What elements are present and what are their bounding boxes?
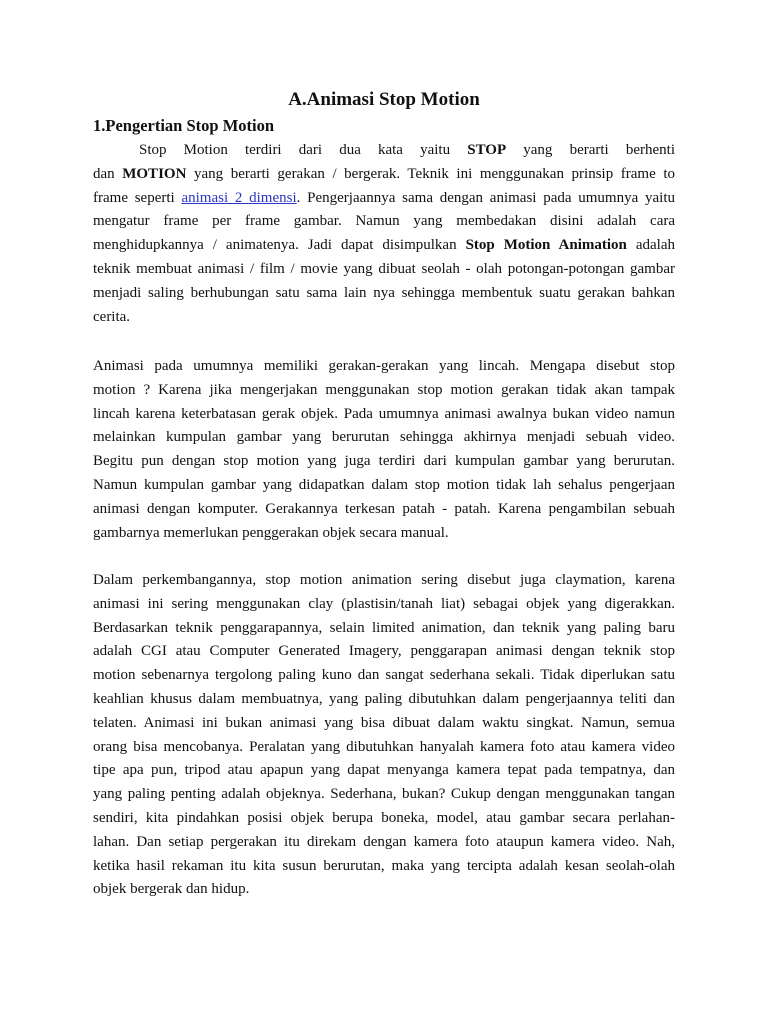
bold-term-stop-motion-animation: Stop Motion Animation bbox=[465, 237, 627, 254]
link-animasi-2-dimensi[interactable]: animasi 2 dimensi bbox=[181, 189, 297, 206]
paragraph-line: adalah CGI atau Computer Generated Imagery, penggarapan animasi dengan teknik stop bbox=[93, 643, 675, 660]
paragraph-line: lahan. Dan setiap pergerakan itu direkam dengan kamera foto ataupun kamera video. Nah, bbox=[93, 833, 675, 850]
paragraph-line: telaten. Animasi ini bukan animasi yang bisa dibuat dalam waktu singkat. Namun, semua bbox=[93, 714, 675, 731]
text-segment: frame seperti bbox=[93, 189, 182, 206]
paragraph-line: gambarnya memerlukan penggerakan objek secara manual. bbox=[93, 524, 449, 541]
text-segment: menghidupkannya / animatenya. Jadi dapat disimpulkan bbox=[93, 237, 466, 254]
paragraph-pengertian bbox=[93, 139, 675, 329]
paragraph-line: ketika hasil rekaman itu kita susun berurutan, maka yang tercipta adalah kesan seolah-olah bbox=[93, 857, 675, 874]
paragraph-line: keahlian khusus dalam membuatnya, yang paling dibutuhkan dalam pengerjaannya teliti dan bbox=[93, 690, 675, 707]
paragraph-animasi bbox=[93, 355, 675, 545]
paragraph-line: Namun kumpulan gambar yang didapatkan dalam stop motion tidak lah sehalus pengerjaan bbox=[93, 476, 675, 493]
paragraph-line: Dalam perkembangannya, stop motion animation sering disebut juga claymation, karena bbox=[93, 572, 675, 588]
paragraph-line: mengatur frame per frame gambar. Namun yang membedakan disini adalah cara bbox=[93, 213, 675, 230]
paragraph-line: animasi ini sering menggunakan clay (plastisin/tanah liat) sebagai objek yang digerakkan. bbox=[93, 595, 675, 612]
page-title: A.Animasi Stop Motion bbox=[288, 89, 480, 110]
paragraph-line: objek bergerak dan hidup. bbox=[93, 881, 250, 898]
paragraph-line: cerita. bbox=[93, 308, 131, 325]
section-heading: 1.Pengertian Stop Motion bbox=[93, 116, 275, 135]
bold-term-stop: STOP bbox=[467, 142, 507, 158]
paragraph-line: orang bisa mencobanya. Peralatan yang dibutuhkan hanyalah kamera foto atau kamera video bbox=[93, 738, 675, 755]
paragraph-line: Berdasarkan teknik penggarapannya, selain limited animation, dan teknik yang paling baru bbox=[93, 619, 675, 636]
paragraph-line bbox=[93, 163, 675, 187]
paragraph-line: animasi dengan komputer. Gerakannya terkesan patah - patah. Karena pengambilan sebuah bbox=[93, 500, 675, 517]
paragraph-line: tipe apa pun, tripod atau apapun yang dapat menyanga kamera tepat pada tempatnya, dan bbox=[93, 762, 675, 779]
paragraph-line: motion sebenarnya tergolong paling kuno dan sangat sederhana sekali. Tidak diperlukan satu bbox=[93, 667, 675, 684]
paragraph-line bbox=[93, 234, 675, 258]
paragraph-line: teknik membuat animasi / film / movie yang dibuat seolah - olah potongan-potongan gambar bbox=[93, 260, 675, 277]
text-segment: dan bbox=[93, 165, 123, 182]
bold-term-motion: MOTION bbox=[122, 165, 187, 182]
paragraph-line: melainkan kumpulan gambar yang berurutan sehingga akhirnya menjadi sebuah video. bbox=[93, 429, 675, 446]
paragraph-perkembangan bbox=[93, 569, 675, 902]
text-segment: . Pengerjaannya sama dengan animasi pada umumnya yaitu bbox=[296, 189, 676, 206]
paragraph-line: Animasi pada umumnya memiliki gerakan-gerakan yang lincah. Mengapa disebut stop bbox=[93, 358, 675, 374]
text-segment: yang berarti gerakan / bergerak. Teknik ini menggunakan prinsip frame to bbox=[186, 165, 675, 182]
paragraph-line: yang paling penting adalah objeknya. Sederhana, bukan? Cukup dengan menggunakan tangan bbox=[93, 786, 675, 803]
paragraph-line: sendiri, kita pindahkan posisi objek berupa boneka, model, atau gambar secara perlahan- bbox=[93, 809, 675, 826]
paragraph-line: Begitu pun dengan stop motion yang juga terdiri dari kumpulan gambar yang berurutan. bbox=[93, 453, 675, 470]
text-segment: Stop Motion terdiri dari dua kata yaitu bbox=[139, 142, 468, 158]
paragraph-line: motion ? Karena jika mengerjakan menggunakan stop motion gerakan tidak akan tampak bbox=[93, 381, 675, 398]
paragraph-line bbox=[93, 139, 675, 163]
text-segment: adalah bbox=[626, 237, 676, 254]
paragraph-line: lincah karena keterbatasan gerak objek. Pada umumnya animasi awalnya bukan video namun bbox=[93, 405, 675, 422]
paragraph-line bbox=[93, 187, 675, 211]
paragraph-line: menjadi saling berhubungan satu sama lain nya sehingga membentuk suatu gerakan bahkan bbox=[93, 284, 675, 301]
text-segment: yang berarti berhenti bbox=[506, 142, 675, 158]
